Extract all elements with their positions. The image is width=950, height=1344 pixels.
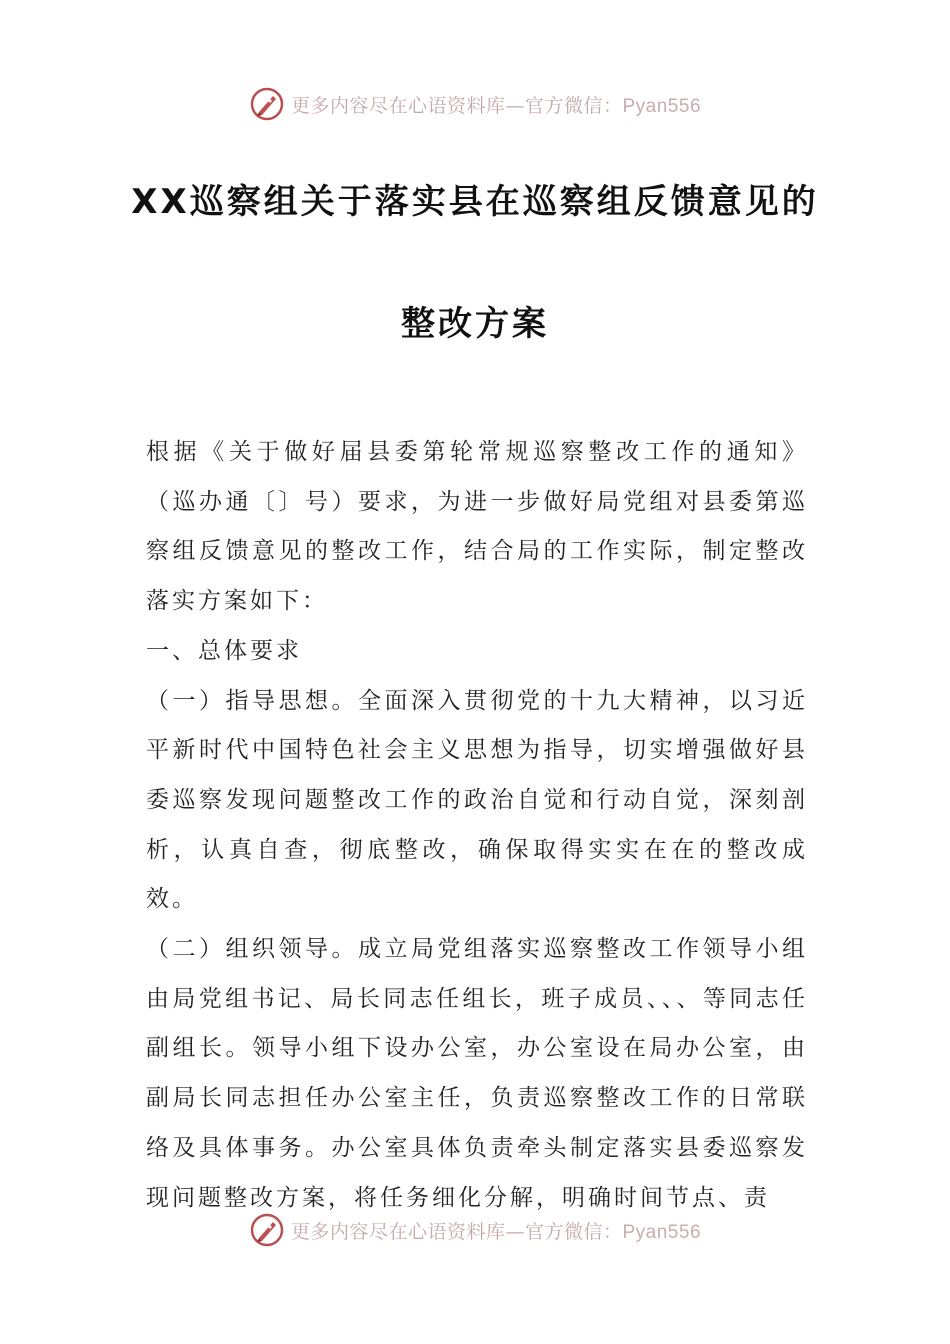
pen-nib-logo-icon (249, 86, 285, 122)
paragraph-intro: 根据《关于做好届县委第轮常规巡察整改工作的通知》（巡办通〔〕号）要求，为进一步做好局党组对县委第巡察组反馈意见的整改工作，结合局的工作实际，制定整改落实方案如下： (146, 439, 808, 615)
watermark-footer (0, 1210, 950, 1250)
document-body (146, 428, 808, 1223)
watermark-header (0, 84, 950, 124)
section-heading-overall-requirements: 一、总体要求 (146, 637, 302, 664)
watermark-text: 更多内容尽在心语资料库—官方微信：Pyan556 (290, 94, 702, 117)
document-title-line-1: XX巡察组关于落实县在巡察组反馈意见的 (131, 182, 819, 222)
paragraph-guiding-ideology: （一）指导思想。全面深入贯彻党的十九大精神，以习近平新时代中国特色社会主义思想为指导，切实增强做好县委巡察发现问题整改工作的政治自觉和行动自觉，深刻剖析，认真自查，彻底整改，确保取得实实在在的整改成效。 (146, 687, 808, 913)
watermark-text: 更多内容尽在心语资料库—官方微信：Pyan556 (290, 1220, 702, 1243)
pen-nib-logo-icon (249, 1212, 285, 1248)
paragraph-organization-leadership: （二）组织领导。成立局党组落实巡察整改工作领导小组由局党组书记、局长同志任组长，班子成员、、、等同志任副组长。领导小组下设办公室，办公室设在局办公室，由副局长同志担任办公室主任，负责巡察整改工作的日常联络及具体事务。办公室具体负责牵头制定落实县委巡察发现问题整改方案，将任务细化分解，明确时间节点、责 (146, 936, 808, 1211)
document-title-line-2: 整改方案 (401, 304, 549, 344)
